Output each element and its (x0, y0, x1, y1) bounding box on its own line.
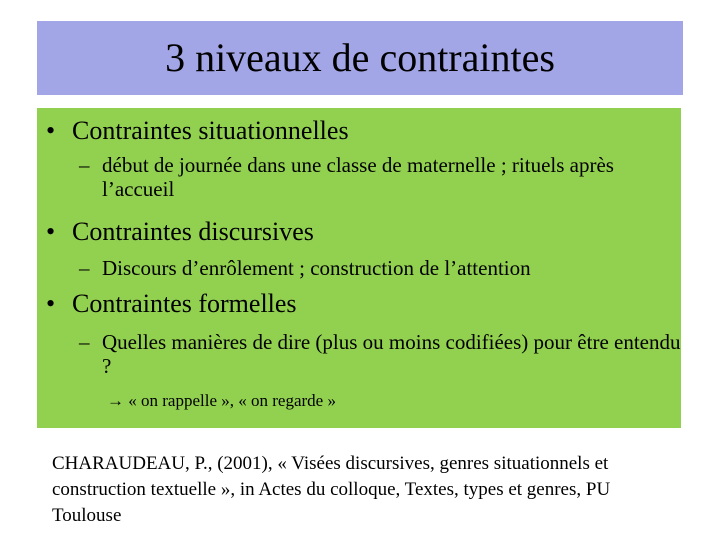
sub-sub-item-formelles: → « on rappelle », « on regarde » (107, 391, 336, 410)
bibliographic-reference: CHARAUDEAU, P., (2001), « Visées discursives, genres situationnels et construction textuelle », in Actes du colloque, Textes, types et genres, PU Toulouse (52, 453, 611, 526)
title-banner (37, 21, 683, 95)
sub-text: Discours d’enrôlement ; construction de l’attention (102, 256, 531, 280)
bullet-label: Contraintes discursives (72, 217, 314, 246)
bullet-dot: • (46, 217, 56, 246)
sub-dash: – (79, 256, 90, 280)
sub-dash: – (79, 153, 90, 177)
bullet-label: Contraintes formelles (72, 289, 297, 318)
slide-title: 3 niveaux de contraintes (165, 35, 555, 80)
bullet-dot: • (46, 289, 56, 318)
bullet-dot: • (46, 116, 56, 145)
sub-dash: – (79, 330, 90, 354)
sub-text: Quelles manières de dire (plus ou moins codifiées) pour être entendu ? (102, 330, 681, 378)
sub-text: début de journée dans une classe de maternelle ; rituels après l’accueil (102, 153, 614, 201)
bullet-label: Contraintes situationnelles (72, 116, 349, 145)
content-panel (37, 108, 681, 428)
